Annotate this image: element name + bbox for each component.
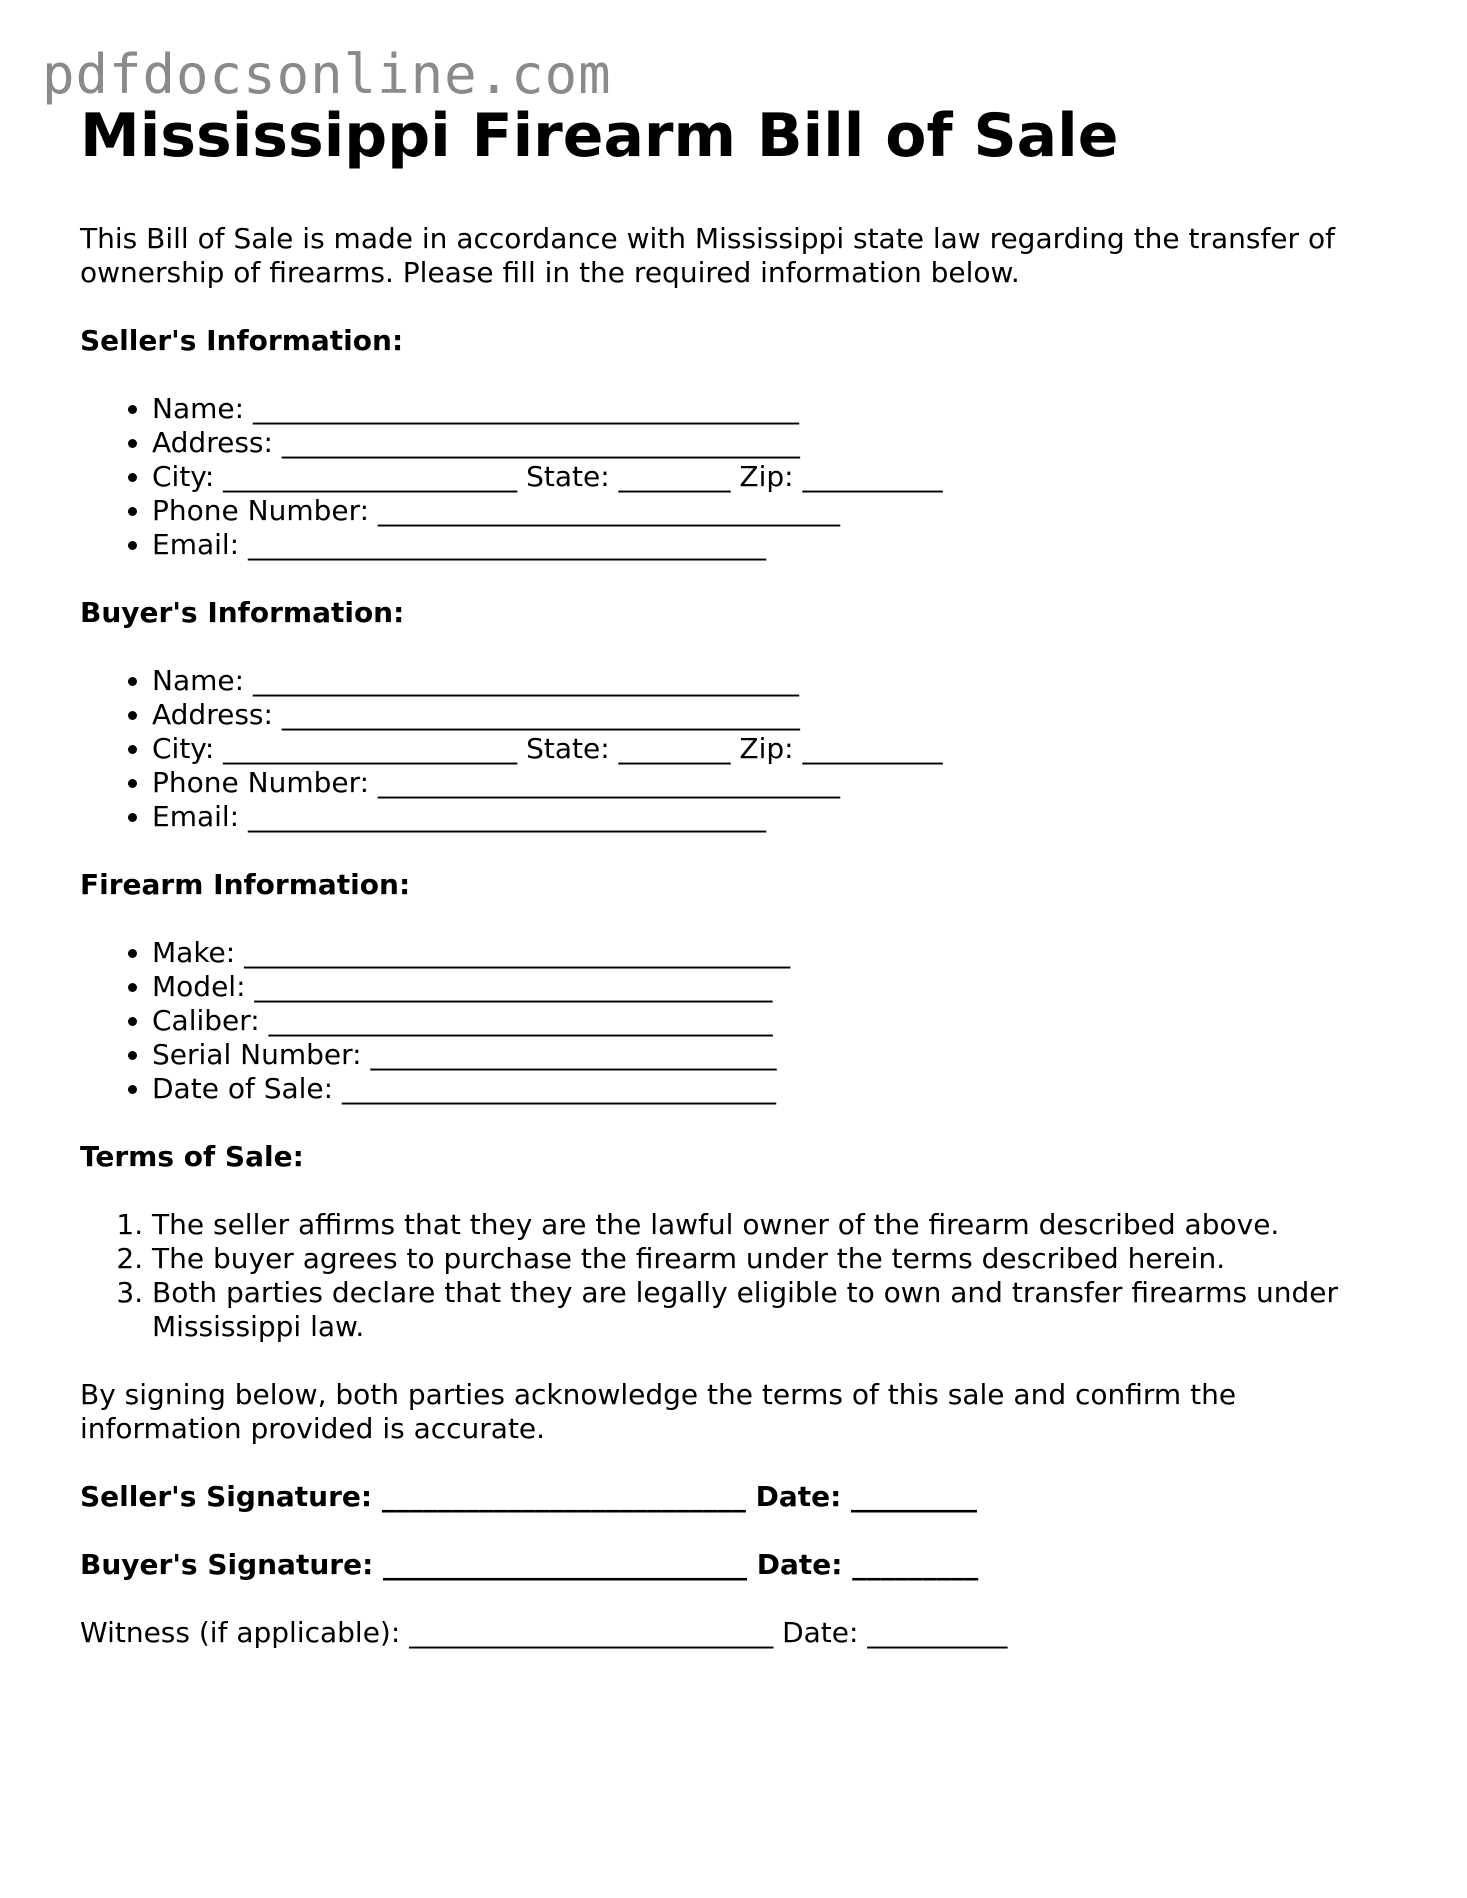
document-page bbox=[80, 100, 1400, 1650]
buyer-fields-list bbox=[80, 664, 1400, 834]
terms-item: 3. Both parties declare that they are legally eligible to own and transfer firearms under Mississippi law. bbox=[152, 1276, 1400, 1344]
page-title: Mississippi Firearm Bill of Sale bbox=[80, 101, 1119, 171]
terms-heading: Terms of Sale: bbox=[80, 1140, 304, 1173]
terms-item: 1. The seller affirms that they are the lawful owner of the firearm described above. bbox=[152, 1208, 1400, 1242]
buyer-email-field[interactable]: • Email: _____________________________________ bbox=[152, 800, 1400, 834]
seller-signature-line[interactable]: Seller's Signature: __________________________ Date: _________ bbox=[80, 1480, 978, 1513]
acknowledgement-paragraph: By signing below, both parties acknowledge the terms of this sale and confirm the information provided is accurate. bbox=[80, 1378, 1237, 1445]
seller-name-field[interactable]: • Name: _______________________________________ bbox=[152, 392, 1400, 426]
seller-fields-list bbox=[80, 392, 1400, 562]
firearm-caliber-field[interactable]: • Caliber: ____________________________________ bbox=[152, 1004, 1400, 1038]
terms-item: 2. The buyer agrees to purchase the firearm under the terms described herein. bbox=[152, 1242, 1400, 1276]
firearm-serial-field[interactable]: • Serial Number: _____________________________ bbox=[152, 1038, 1400, 1072]
firearm-fields-list bbox=[80, 936, 1400, 1106]
buyer-phone-field[interactable]: • Phone Number: _________________________________ bbox=[152, 766, 1400, 800]
seller-email-field[interactable]: • Email: _____________________________________ bbox=[152, 528, 1400, 562]
seller-address-field[interactable]: • Address: _____________________________________ bbox=[152, 426, 1400, 460]
buyer-address-field[interactable]: • Address: _____________________________________ bbox=[152, 698, 1400, 732]
buyer-name-field[interactable]: • Name: _______________________________________ bbox=[152, 664, 1400, 698]
buyer-city-state-zip-field[interactable]: • City: _____________________ State: ________ Zip: __________ bbox=[152, 732, 1400, 766]
firearm-make-field[interactable]: • Make: _______________________________________ bbox=[152, 936, 1400, 970]
buyer-heading: Buyer's Information: bbox=[80, 596, 405, 629]
firearm-model-field[interactable]: • Model: _____________________________________ bbox=[152, 970, 1400, 1004]
witness-signature-line[interactable]: Witness (if applicable): __________________________ Date: __________ bbox=[80, 1616, 1008, 1649]
watermark-text: pdfdocsonline.com bbox=[42, 43, 612, 106]
seller-city-state-zip-field[interactable]: • City: _____________________ State: ________ Zip: __________ bbox=[152, 460, 1400, 494]
seller-phone-field[interactable]: • Phone Number: _________________________________ bbox=[152, 494, 1400, 528]
firearm-date-field[interactable]: • Date of Sale: _______________________________ bbox=[152, 1072, 1400, 1106]
firearm-heading: Firearm Information: bbox=[80, 868, 411, 901]
terms-list bbox=[80, 1208, 1400, 1344]
buyer-signature-line[interactable]: Buyer's Signature: __________________________ Date: _________ bbox=[80, 1548, 979, 1581]
seller-heading: Seller's Information: bbox=[80, 324, 404, 357]
intro-paragraph: This Bill of Sale is made in accordance with Mississippi state law regarding the transfer of ownership of firearms. Please fill in the required information below. bbox=[80, 222, 1335, 289]
